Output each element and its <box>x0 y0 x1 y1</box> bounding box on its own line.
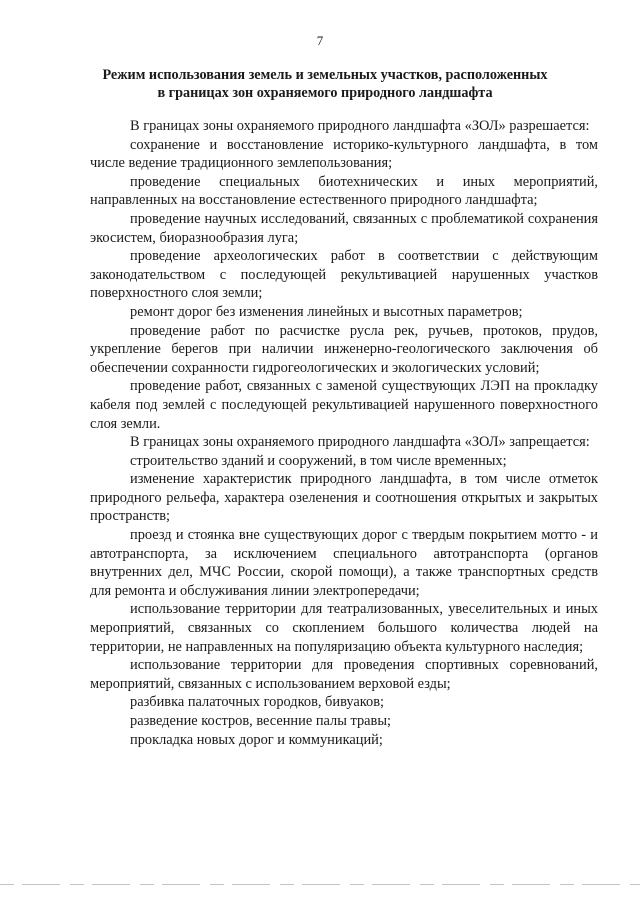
document-body <box>90 117 598 749</box>
paragraph: использование территории для театрализованных, увеселительных и иных мероприятий, связанных со скоплением большого количества людей на территории, не направленных на популяризацию объекта культурного наследия; <box>90 601 598 655</box>
paragraph: разведение костров, весенние палы травы; <box>130 713 391 729</box>
paragraph-prohibited-intro: В границах зоны охраняемого природного ландшафта «ЗОЛ» запрещается: <box>130 434 590 451</box>
title-line-1: Режим использования земель и земельных участков, расположенных <box>102 67 548 83</box>
scan-dashed-line <box>0 884 640 885</box>
paragraph: изменение характеристик природного ландшафта, в том числе отметок природного рельефа, характера озеленения и соотношения открытых и закрытых пространств; <box>90 471 598 525</box>
paragraph: проведение специальных биотехнических и иных мероприятий, направленных на восстановление естественного природного ландшафта; <box>90 173 598 209</box>
paragraph: проведение работ по расчистке русла рек, ручьев, протоков, прудов, укрепление берегов при наличии инженерно-геологического заключения об обеспечении сохранности гидрогеологических и экологических условий; <box>90 322 598 376</box>
paragraph: ремонт дорог без изменения линейных и высотных параметров; <box>130 303 523 320</box>
paragraph: сохранение и восстановление историко-культурного ландшафта, в том числе ведение традиционного землепользования; <box>90 136 598 172</box>
paragraph: прокладка новых дорог и коммуникаций; <box>130 731 383 748</box>
paragraph: использование территории для проведения спортивных соревнований, мероприятий, связанных с использованием верховой езды; <box>90 657 598 692</box>
paragraph: проведение работ, связанных с заменой существующих ЛЭП на прокладку кабеля под землей с последующей рекультивацией нарушенного поверхностного слоя земли. <box>90 378 598 432</box>
paragraph: проведение археологических работ в соответствии с действующим законодательством с последующей рекультивацией нарушенных участков поверхностного слоя земли; <box>90 248 598 302</box>
paragraph: проезд и стоянка вне существующих дорог с твердым покрытием мотто - и автотранспорта, за исключением специального автотранспорта (органов внутренних дел, МЧС России, скорой помощи), а также транспортных средств для ремонта и обслуживания линии электропередачи; <box>90 527 598 599</box>
paragraph: проведение научных исследований, связанных с проблематикой сохранения экосистем, биоразнообразия луга; <box>90 210 598 246</box>
paragraph: строительство зданий и сооружений, в том числе временных; <box>130 452 507 469</box>
paragraph: разбивка палаточных городков, бивуаков; <box>130 694 385 711</box>
paragraph-permitted-intro: В границах зоны охраняемого природного ландшафта «ЗОЛ» разрешается: <box>130 118 590 134</box>
page-number: 7 <box>316 33 324 48</box>
document-title <box>60 66 590 102</box>
title-line-2: в границах зон охраняемого природного ландшафта <box>157 85 493 101</box>
